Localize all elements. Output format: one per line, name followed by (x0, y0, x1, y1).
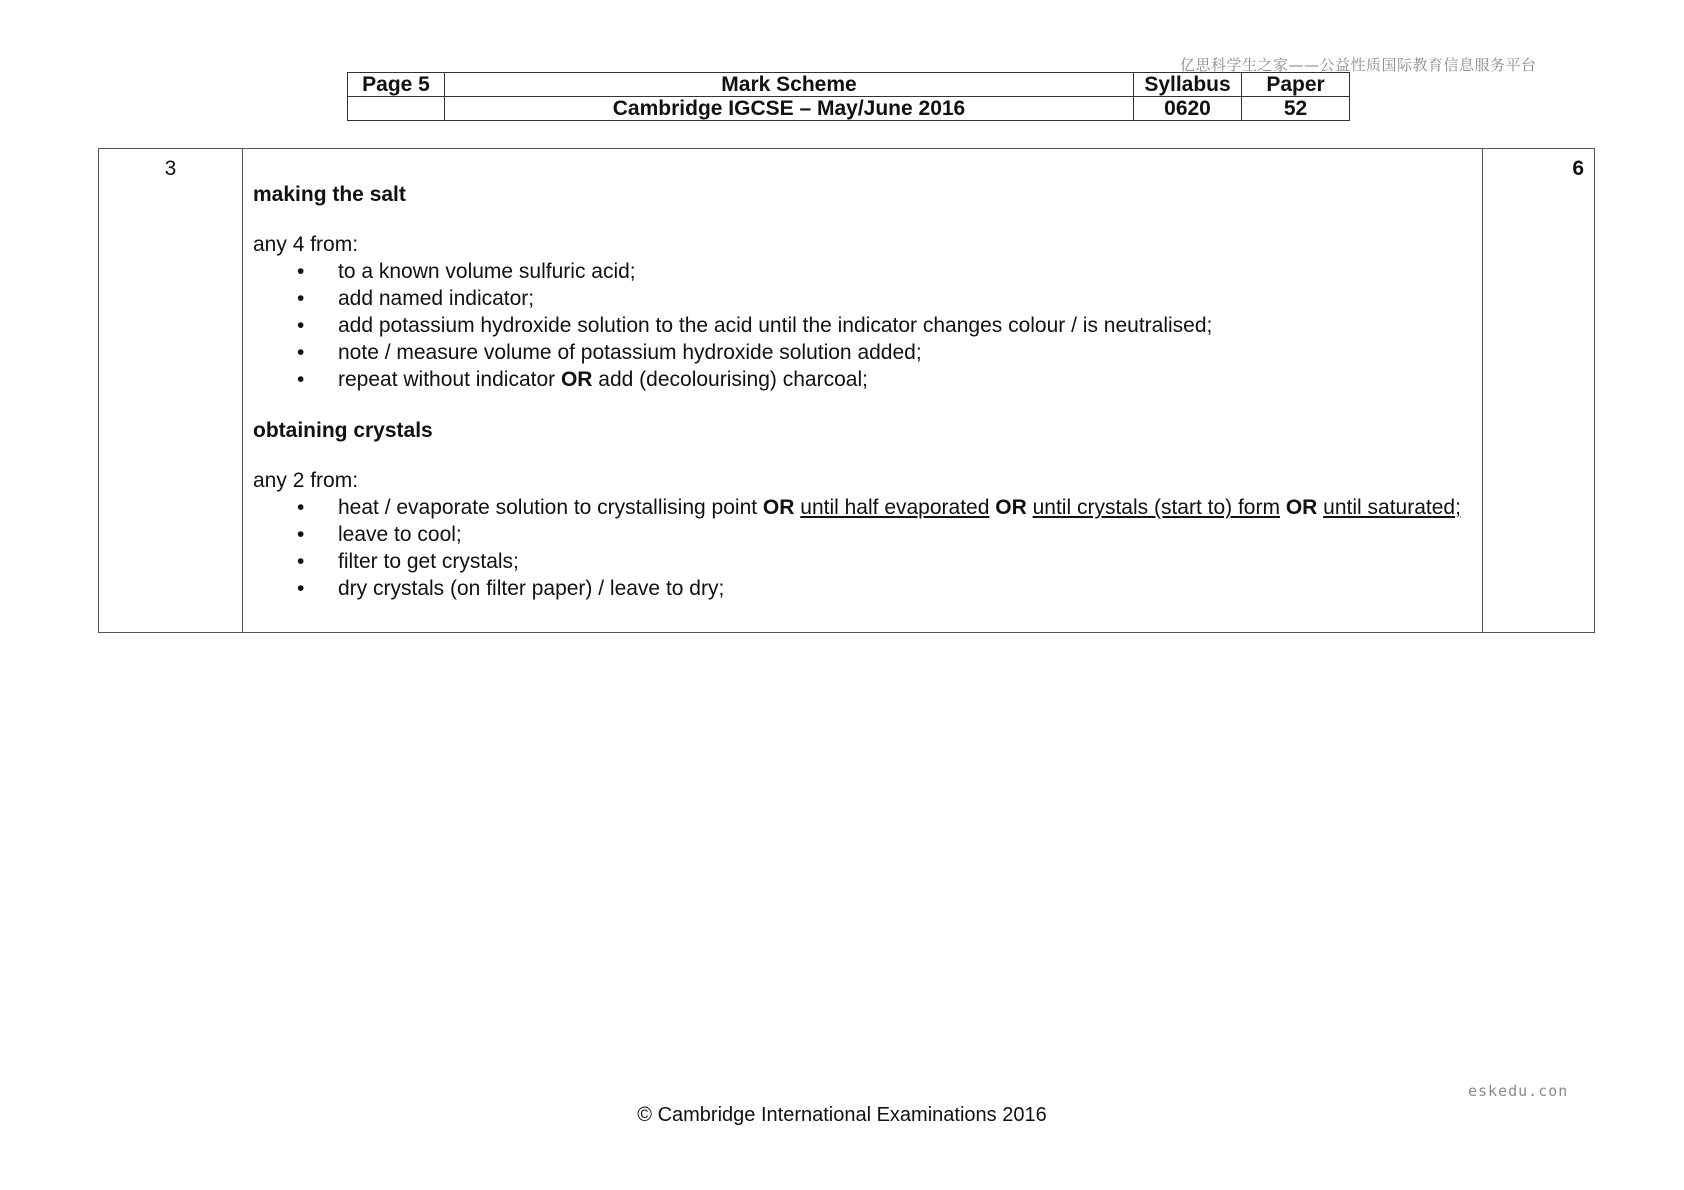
list-item (253, 312, 1472, 339)
section1-intro: any 4 from: (253, 233, 359, 256)
section2-intro: any 2 from: (253, 469, 359, 492)
answer-cell (243, 149, 1483, 633)
bullet-icon: • (297, 577, 305, 600)
spacer (253, 393, 1472, 417)
section2-list (253, 494, 1472, 602)
list-item (253, 258, 1472, 285)
paper-number: 52 (1242, 97, 1350, 121)
list-item-text: add (decolourising) charcoal; (592, 368, 868, 391)
list-item-text: filter to get crystals; (338, 550, 519, 573)
bullet-icon: • (297, 260, 305, 283)
page-empty-cell (348, 97, 445, 121)
bullet-icon: • (297, 341, 305, 364)
list-item-text: note / measure volume of potassium hydroxide solution added; (338, 341, 922, 364)
list-item-text: heat / evaporate solution to crystallising point (338, 496, 763, 519)
syllabus-code: 0620 (1134, 97, 1242, 121)
bullet-icon: • (297, 523, 305, 546)
header-table (347, 72, 1350, 121)
watermark-top: 亿思科学生之家——公益性质国际教育信息服务平台 (1180, 56, 1537, 74)
underlined-alternative: until saturated; (1323, 496, 1461, 519)
list-item-text: add named indicator; (338, 287, 535, 310)
paper-label: Paper (1242, 73, 1350, 97)
or-keyword: OR (1285, 496, 1318, 519)
bullet-icon: • (297, 496, 305, 519)
list-item (253, 339, 1472, 366)
section-title-obtaining-crystals: obtaining crystals (253, 419, 433, 442)
bullet-icon: • (297, 368, 305, 391)
list-item (253, 494, 1472, 521)
or-keyword: OR (560, 368, 593, 391)
or-keyword: OR (995, 496, 1027, 519)
bullet-icon: • (297, 314, 305, 337)
marks-cell: 6 (1483, 149, 1595, 633)
mark-scheme-title: Mark Scheme (445, 73, 1134, 97)
list-item-text: dry crystals (on filter paper) / leave to dry; (338, 577, 725, 600)
list-item (253, 285, 1472, 312)
exam-title: Cambridge IGCSE – May/June 2016 (445, 97, 1134, 121)
bullet-icon: • (297, 550, 305, 573)
list-item (253, 366, 1472, 393)
underlined-alternative: until half evaporated (800, 496, 990, 519)
list-item (253, 575, 1472, 602)
section1-list (253, 258, 1472, 393)
section-title-making-salt: making the salt (253, 183, 406, 206)
list-item-text: leave to cool; (338, 523, 462, 546)
list-item-text: repeat without indicator (338, 368, 561, 391)
watermark-bottom: eskedu.con (1468, 1082, 1569, 1100)
page-label: Page 5 (348, 73, 445, 97)
list-item-text: add potassium hydroxide solution to the acid until the indicator changes colour / is neutralised; (338, 314, 1213, 337)
syllabus-label: Syllabus (1134, 73, 1242, 97)
list-item (253, 521, 1472, 548)
copyright-footer: © Cambridge International Examinations 2016 (637, 1104, 1047, 1126)
list-item-text: to a known volume sulfuric acid; (338, 260, 636, 283)
or-keyword: OR (762, 496, 795, 519)
question-number: 3 (99, 149, 243, 633)
answer-table (98, 148, 1595, 633)
underlined-alternative: until crystals (start to) form (1032, 496, 1280, 519)
bullet-icon: • (297, 287, 305, 310)
list-item (253, 548, 1472, 575)
